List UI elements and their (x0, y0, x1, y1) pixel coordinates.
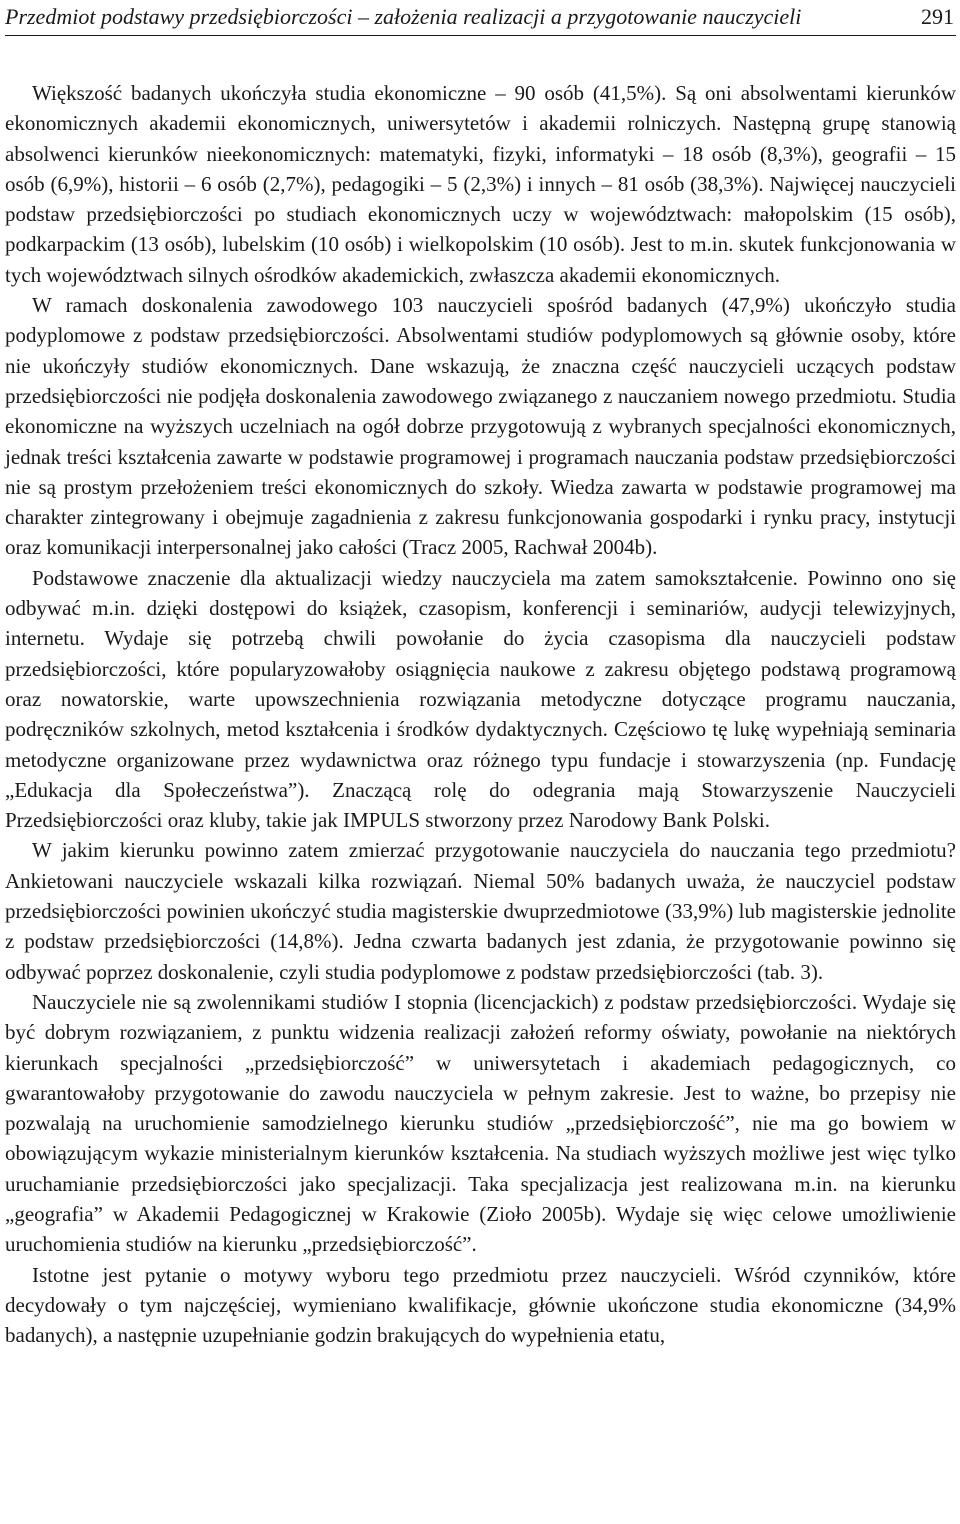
paragraph: W ramach doskonalenia zawodowego 103 nauczycieli spośród badanych (47,9%) ukończyło studia podyplomowe z podstaw przedsiębiorczości. Absolwentami studiów podyplomowych są głównie osoby, które nie ukończyły studiów ekonomicznych. Dane wskazują, że znaczna część nauczycieli uczących podstaw przedsiębiorczości nie podjęła doskonalenia zawodowego związanego z nauczaniem nowego przedmiotu. Studia ekonomiczne na wyższych uczelniach na ogół dobrze przygotowują z wybranych specjalności ekonomicznych, jednak treści kształcenia zawarte w podstawie programowej i programach nauczania podstaw przedsiębiorczości nie są prostym przełożeniem treści ekonomicznych do szkoły. Wiedza zawarta w podstawie programowej ma charakter zintegrowany i obejmuje zagadnienia z zakresu funkcjonowania gospodarki i rynku pracy, instytucji oraz komunikacji interpersonalnej jako całości (Tracz 2005, Rachwał 2004b). (5, 293, 956, 560)
running-header (5, 0, 956, 36)
paragraph: Większość badanych ukończyła studia ekonomiczne – 90 osób (41,5%). Są oni absolwentami kierunków ekonomicznych akademii ekonomicznych, uniwersytetów i akademii rolniczych. Następną grupę stanowią absolwenci kierunków nieekonomicznych: matematyki, fizyki, informatyki – 18 osób (8,3%), geografii – 15 osób (6,9%), historii – 6 osób (2,7%), pedagogiki – 5 (2,3%) i innych – 81 osób (38,3%). Najwięcej nauczycieli podstaw przedsiębiorczości po studiach ekonomicznych uczy w województwach: małopolskim (15 osób), podkarpackim (13 osób), lubelskim (10 osób) i wielkopolskim (10 osób). Jest to m.in. skutek funkcjonowania w tych województwach silnych ośrodków akademickich, zwłaszcza akademii ekonomicznych. (5, 81, 956, 287)
paragraph: Istotne jest pytanie o motywy wyboru tego przedmiotu przez nauczycieli. Wśród czynników, które decydowały o tym najczęściej, wymieniano kwalifikacje, głównie ukończone studia ekonomiczne (34,9% badanych), a następnie uzupełnianie godzin brakujących do wypełnienia etatu, (5, 1262, 956, 1348)
paragraph: W jakim kierunku powinno zatem zmierzać przygotowanie nauczyciela do nauczania tego przedmiotu? Ankietowani nauczyciele wskazali kilka rozwiązań. Niemal 50% badanych uważa, że nauczyciel podstaw przedsiębiorczości powinien ukończyć studia magisterskie dwuprzedmiotowe (33,9%) lub magisterskie jednolite z podstaw przedsiębiorczości (14,8%). Jedna czwarta badanych jest zdania, że przygotowanie powinno się odbywać poprzez doskonalenie, czyli studia podyplomowe z podstaw przedsiębiorczości (tab. 3). (5, 838, 956, 984)
body-text (5, 78, 956, 1350)
page-number: 291 (921, 4, 954, 29)
paragraph: Podstawowe znaczenie dla aktualizacji wiedzy nauczyciela ma zatem samokształcenie. Powinno ono się odbywać m.in. dzięki dostępowi do książek, czasopism, konferencji i seminariów, audycji telewizyjnych, internetu. Wydaje się potrzebą chwili powołanie do życia czasopisma dla nauczycieli podstaw przedsiębiorczości, które popularyzowałoby osiągnięcia naukowe z zakresu objętego podstawą programową oraz nowatorskie, warte upowszechnienia rozwiązania metodyczne dotyczące programu nauczania, podręczników szkolnych, metod kształcenia i środków dydaktycznych. Częściowo tę lukę wypełniają seminaria metodyczne organizowane przez wydawnictwa oraz różnego typu fundacje i stowarzyszenia (np. Fundację „Edukacja dla Społeczeństwa”). Znaczącą rolę do odegrania mają Stowarzyszenie Nauczycieli Przedsiębiorczości oraz kluby, takie jak IMPULS stworzony przez Narodowy Bank Polski. (5, 565, 956, 833)
running-header-title: Przedmiot podstawy przedsiębiorczości – założenia realizacji a przygotowanie nauczycieli (5, 4, 802, 29)
paragraph: Nauczyciele nie są zwolennikami studiów I stopnia (licencjackich) z podstaw przedsiębiorczości. Wydaje się być dobrym rozwiązaniem, z punktu widzenia realizacji założeń reformy oświaty, powołanie na niektórych kierunkach specjalności „przedsiębiorczość” w uniwersytetach i akademiach pedagogicznych, co gwarantowałoby przygotowanie do zawodu nauczyciela w pełnym zakresie. Jest to ważne, bo przepisy nie pozwalają na uruchomienie samodzielnego kierunku studiów „przedsiębiorczość”, nie ma go bowiem w obowiązującym wykazie ministerialnym kierunków kształcenia. Na studiach wyższych możliwe jest więc tylko uruchamianie przedsiębiorczości jako specjalizacji. Taka specjalizacja jest realizowana m.in. na kierunku „geografia” w Akademii Pedagogicznej w Krakowie (Zioło 2005b). Wydaje się więc celowe umożliwienie uruchomienia studiów na kierunku „przedsiębiorczość”. (5, 989, 956, 1257)
